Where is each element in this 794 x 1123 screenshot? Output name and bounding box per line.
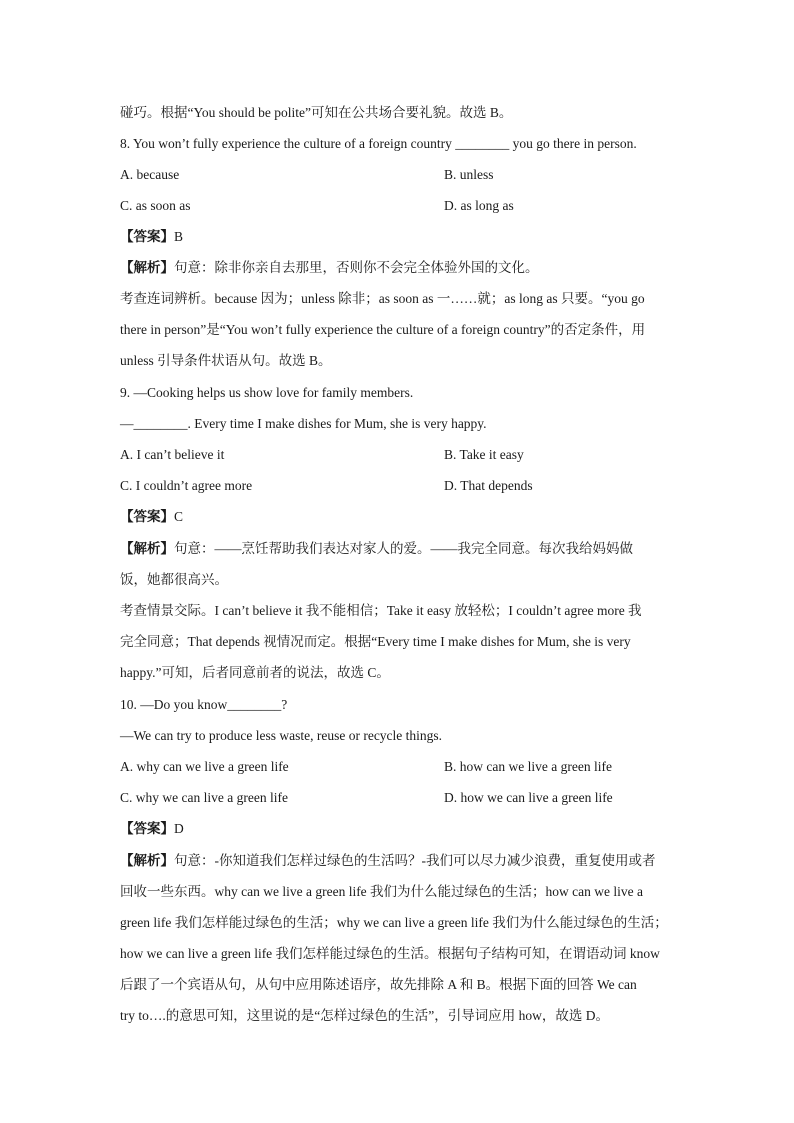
q9-option-a: A. I can’t believe it xyxy=(120,447,225,462)
q9-analysis-line: 饭，她都很高兴。 xyxy=(120,572,228,587)
q8-analysis-line: unless 引导条件状语从句。故选 B。 xyxy=(120,353,332,368)
q10-option-b: B. how can we live a green life xyxy=(444,759,612,774)
q10-option-d: D. how we can live a green life xyxy=(444,790,613,805)
question-10-stem: 10. —Do you know________? xyxy=(120,697,288,712)
q10-analysis-line: 回收一些东西。why can we live a green life 我们为什么能过绿色的生活；how can we live a xyxy=(120,884,644,899)
q9-analysis-line: 完全同意；That depends 视情况而定。根据“Every time I make dishes for Mum, she is very xyxy=(120,634,631,649)
question-9-stem: 9. —Cooking helps us show love for family members. xyxy=(120,385,414,400)
q9-answer: 【答案】C xyxy=(120,509,184,524)
q10-analysis-line: green life 我们怎样能过绿色的生活；why we can live a green life 我们为什么能过绿色的生活； xyxy=(120,915,668,930)
section-tag: 【解析】 xyxy=(120,541,174,556)
q10-answer: 【答案】D xyxy=(120,821,184,836)
q8-option-b: B. unless xyxy=(444,167,494,182)
q10-analysis-line: try to….的意思可知，这里说的是“怎样过绿色的生活”，引导词应用 how，故选 D。 xyxy=(120,1008,609,1023)
q9-option-c: C. I couldn’t agree more xyxy=(120,478,253,493)
question-8-stem: 8. You won’t fully experience the culture of a foreign country ________ you go there in person. xyxy=(120,136,637,151)
section-tag: 【答案】 xyxy=(120,229,174,244)
q10-option-a: A. why can we live a green life xyxy=(120,759,289,774)
section-tag: 【答案】 xyxy=(120,509,174,524)
q8-analysis-line: 考查连词辨析。because 因为；unless 除非；as soon as 一……就；as long as 只要。“you go xyxy=(120,291,645,306)
question-10-stem: —We can try to produce less waste, reuse or recycle things. xyxy=(120,728,443,743)
q10-analysis-line: how we can live a green life 我们怎样能过绿色的生活。根据句子结构可知，在谓语动词 know xyxy=(120,946,660,961)
q10-analysis-line: 后跟了一个宾语从句，从句中应用陈述语序，故先排除 A 和 B。根据下面的回答 We can xyxy=(120,977,637,992)
question-9-stem: —________. Every time I make dishes for Mum, she is very happy. xyxy=(120,416,487,431)
q9-analysis-line: 考查情景交际。I can’t believe it 我不能相信；Take it easy 放轻松；I couldn’t agree more 我 xyxy=(120,603,642,618)
section-tag: 【解析】 xyxy=(120,853,174,868)
q8-analysis-line: there in person”是“You won’t fully experience the culture of a foreign country”的否定条件，用 xyxy=(120,322,646,337)
q10-option-c: C. why we can live a green life xyxy=(120,790,288,805)
q8-option-a: A. because xyxy=(120,167,180,182)
q8-option-c: C. as soon as xyxy=(120,198,191,213)
section-tag: 【答案】 xyxy=(120,821,174,836)
q10-analysis-line: 【解析】句意：-你知道我们怎样过绿色的生活吗？-我们可以尽力减少浪费，重复使用或者 xyxy=(120,853,656,868)
explanation-line: 碰巧。根据“You should be polite”可知在公共场合要礼貌。故选 B。 xyxy=(120,105,513,120)
q9-analysis-line: happy.”可知，后者同意前者的说法，故选 C。 xyxy=(120,665,390,680)
q8-option-d: D. as long as xyxy=(444,198,514,213)
q8-answer: 【答案】B xyxy=(120,229,184,244)
q8-analysis-line: 【解析】句意：除非你亲自去那里，否则你不会完全体验外国的文化。 xyxy=(120,260,539,275)
q9-analysis-line: 【解析】句意：——烹饪帮助我们表达对家人的爱。——我完全同意。每次我给妈妈做 xyxy=(120,541,633,556)
q9-option-d: D. That depends xyxy=(444,478,533,493)
q9-option-b: B. Take it easy xyxy=(444,447,524,462)
section-tag: 【解析】 xyxy=(120,260,174,275)
